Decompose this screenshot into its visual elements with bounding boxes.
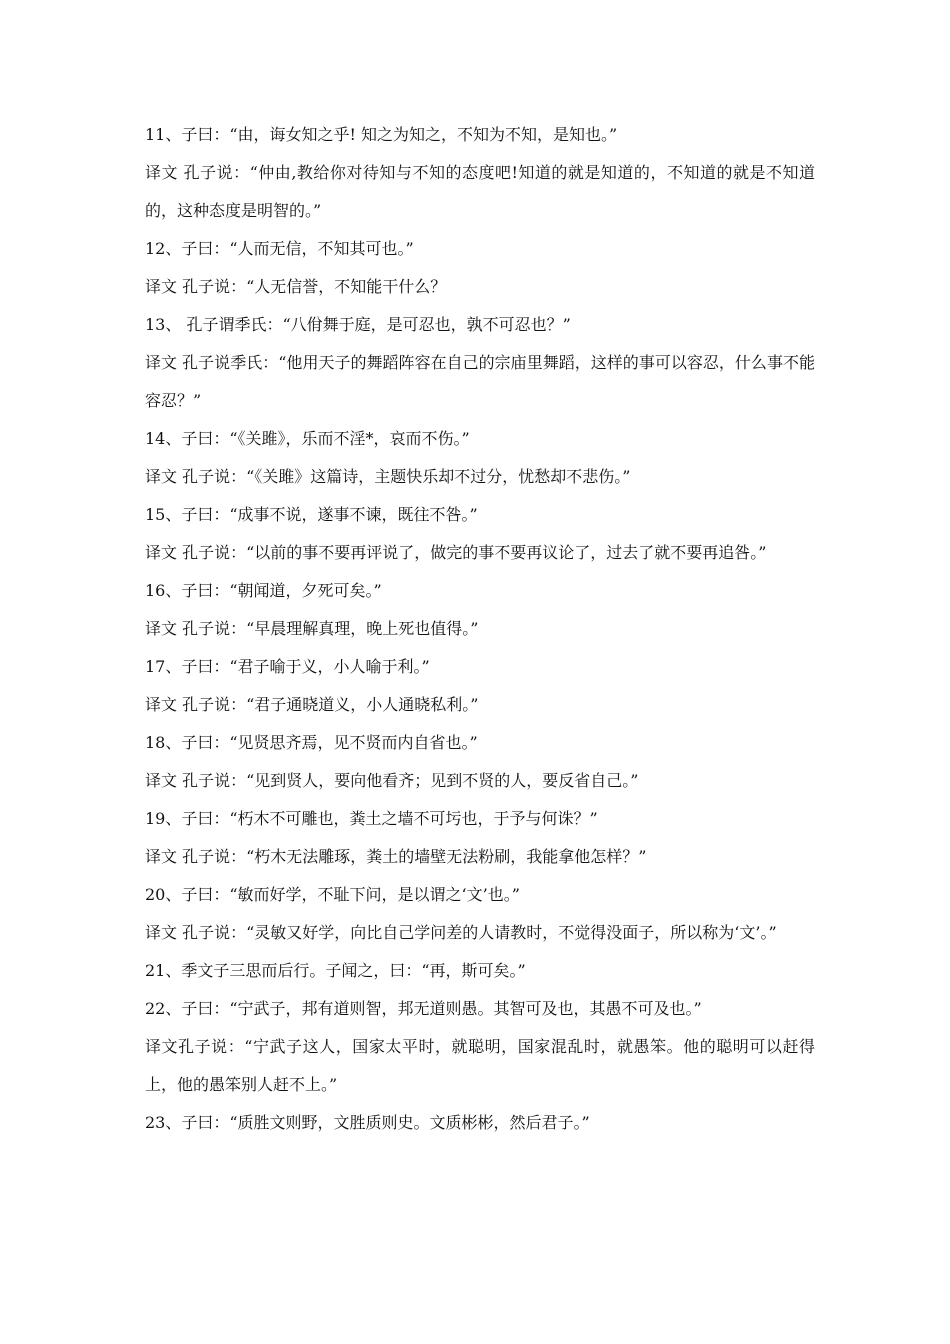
translation-19: 译文 孔子说：“朽木无法雕琢，粪土的墙壁无法粉刷，我能拿他怎样？” [145, 847, 647, 866]
passage-19: 19、子曰：“朽木不可雕也，粪土之墙不可圬也，于予与何诛？” [145, 809, 598, 828]
passage-13: 13、 孔子谓季氏：“八佾舞于庭，是可忍也，孰不可忍也？” [145, 315, 571, 334]
passage-22: 22、子曰：“宁武子，邦有道则智，邦无道则愚。其智可及也，其愚不可及也。” [145, 999, 702, 1018]
passage-12: 12、子曰：“人而无信，不知其可也。” [145, 239, 414, 258]
passage-11: 11、子曰：“由，诲女知之乎! 知之为知之，不知为不知，是知也。” [145, 125, 618, 144]
translation-12: 译文 孔子说：“人无信誉，不知能干什么？ [145, 277, 447, 296]
translation-18: 译文 孔子说：“见到贤人，要向他看齐；见到不贤的人，要反省自己。” [145, 771, 639, 790]
passage-23: 23、子曰：“质胜文则野，文胜质则史。文质彬彬，然后君子。” [145, 1113, 590, 1132]
translation-17: 译文 孔子说：“君子通晓道义，小人通晓私利。” [145, 695, 479, 714]
translation-16: 译文 孔子说：“早晨理解真理，晚上死也值得。” [145, 619, 479, 638]
passage-20: 20、子曰：“敏而好学，不耻下问，是以谓之‘文’也。” [145, 885, 520, 904]
translation-14: 译文 孔子说：“《关雎》这篇诗，主题快乐却不过分，忧愁却不悲伤。” [145, 467, 631, 486]
passage-17: 17、子曰：“君子喻于义，小人喻于利。” [145, 657, 430, 676]
translation-15: 译文 孔子说：“以前的事不要再评说了，做完的事不要再议论了，过去了就不要再追咎。” [145, 543, 767, 562]
document-body [145, 116, 815, 1142]
translation-11: 译文 孔子说：“仲由,教给你对待知与不知的态度吧!知道的就是知道的，不知道的就是不知道的，这种态度是明智的。” [145, 163, 815, 220]
translation-13: 译文 孔子说季氏：“他用天子的舞蹈阵容在自己的宗庙里舞蹈，这样的事可以容忍，什么事不能容忍？” [145, 353, 815, 410]
translation-22: 译文孔子说：“宁武子这人，国家太平时，就聪明，国家混乱时，就愚笨。他的聪明可以赶得上，他的愚笨别人赶不上。” [145, 1037, 815, 1094]
passage-18: 18、子曰：“见贤思齐焉，见不贤而内自省也。” [145, 733, 478, 752]
passage-16: 16、子曰：“朝闻道，夕死可矣。” [145, 581, 382, 600]
passage-15: 15、子曰：“成事不说，遂事不谏，既往不咎。” [145, 505, 478, 524]
passage-14: 14、子曰：“《关雎》，乐而不淫*，哀而不伤。” [145, 429, 470, 448]
translation-20: 译文 孔子说：“灵敏又好学，向比自己学问差的人请教时，不觉得没面子，所以称为‘文’。” [145, 923, 777, 942]
passage-21: 21、季文子三思而后行。子闻之，曰：“再，斯可矣。” [145, 961, 526, 980]
